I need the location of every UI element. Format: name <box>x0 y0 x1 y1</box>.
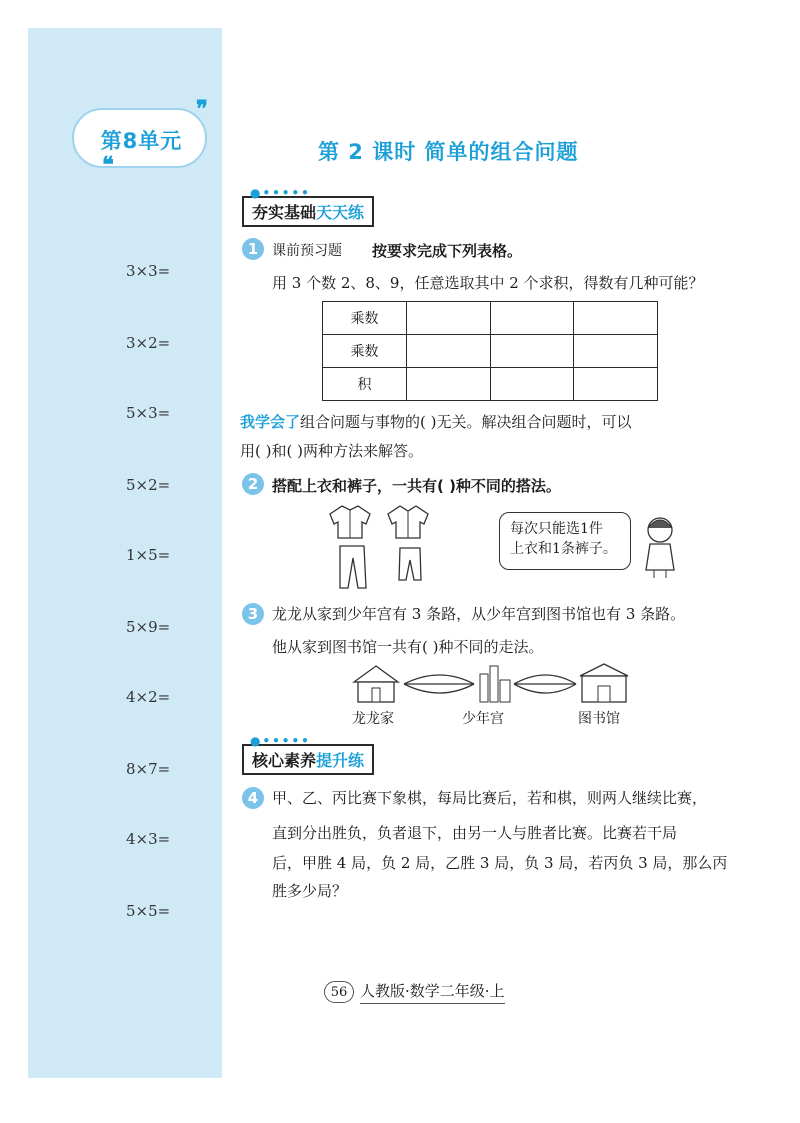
girl-icon <box>636 510 686 580</box>
place-label: 龙龙家 <box>352 711 394 727</box>
quote-mark-icon: ❞ <box>196 96 208 122</box>
route-illustration <box>350 660 640 706</box>
table-row <box>323 335 658 368</box>
table-cell[interactable] <box>490 335 574 368</box>
dots-icon: ●••••• <box>250 185 311 200</box>
calc-item: 5×9= <box>126 618 171 636</box>
question-number: 1 <box>242 238 264 260</box>
table-row <box>323 368 658 401</box>
table-header-cell: 积 <box>323 368 407 401</box>
table-cell[interactable] <box>574 335 658 368</box>
section-tag-box <box>242 733 374 775</box>
table-row <box>323 302 658 335</box>
bubble-line-2: 上衣和1条裤子。 <box>510 541 617 557</box>
table-cell[interactable] <box>407 335 491 368</box>
calc-item: 3×2= <box>126 334 171 352</box>
calc-item: 5×5= <box>126 902 171 920</box>
section-tag-basic <box>242 185 374 226</box>
section-tag-box <box>242 185 374 227</box>
youth-palace-icon <box>480 666 510 702</box>
place-label: 图书馆 <box>578 711 620 727</box>
calc-item: 4×3= <box>126 830 171 848</box>
calc-item: 8×7= <box>126 760 171 778</box>
q3-line-1: 龙龙从家到少年宫有 3 条路，从少年宫到图书馆也有 3 条路。 <box>272 605 686 623</box>
table-header-cell: 乘数 <box>323 335 407 368</box>
section-tag-label-accent: 天天练 <box>316 202 365 222</box>
learned-text-2: 用( )和( )两种方法来解答。 <box>240 442 423 460</box>
unit-badge <box>72 108 207 168</box>
sidebar <box>28 28 222 1078</box>
q2-text: 搭配上衣和裤子，一共有( )种不同的搭法。 <box>272 477 561 495</box>
q4-line-3: 后，甲胜 4 局，负 2 局，乙胜 3 局，负 3 局，若丙负 3 局，那么丙 <box>272 854 728 872</box>
bubble-line-1: 每次只能选1件 <box>510 521 603 537</box>
calc-item: 1×5= <box>126 546 171 564</box>
shirt-icon <box>388 506 428 538</box>
learned-label: 我学会了 <box>240 413 301 431</box>
shirt-icon <box>330 506 370 538</box>
place-label: 少年宫 <box>462 711 504 727</box>
answer-table <box>322 301 658 401</box>
section-tag-label: 夯实基础 <box>252 202 317 222</box>
table-cell[interactable] <box>407 368 491 401</box>
learned-text-1: 组合问题与事物的( )无关。解决组合问题时，可以 <box>300 413 632 431</box>
page-number: 56 <box>324 981 354 1003</box>
learned-line-1 <box>240 411 632 432</box>
library-icon <box>580 664 628 702</box>
lesson-title: 第 2 课时 简单的组合问题 <box>318 140 579 164</box>
page-footer <box>324 980 505 1004</box>
q1-prefix: 课前预习题 <box>272 243 342 259</box>
table-cell[interactable] <box>574 302 658 335</box>
quote-mark-icon: ❝ <box>102 152 114 178</box>
dots-icon: ●••••• <box>250 733 311 748</box>
table-cell[interactable] <box>490 368 574 401</box>
calc-item: 4×2= <box>126 688 171 706</box>
clothes-illustration <box>320 502 430 592</box>
table-cell[interactable] <box>574 368 658 401</box>
q4-line-4: 胜多少局？ <box>272 882 348 900</box>
calc-item: 3×3= <box>126 262 171 280</box>
speech-bubble <box>499 512 631 570</box>
section-tag-label-accent: 提升练 <box>316 750 365 770</box>
road-lines <box>404 675 474 693</box>
question-number: 4 <box>242 787 264 809</box>
q1-text: 用 3 个数 2、8、9，任意选取其中 2 个求积，得数有几种可能？ <box>272 274 704 292</box>
trousers-icon <box>340 546 366 588</box>
trousers-icon <box>399 548 421 580</box>
book-title: 人教版·数学二年级·上 <box>360 980 505 1004</box>
question-number: 2 <box>242 473 264 495</box>
q4-line-2: 直到分出胜负，负者退下，由另一人与胜者比赛。比赛若干局 <box>272 824 678 842</box>
question-number: 3 <box>242 603 264 625</box>
section-tag-label: 核心素养 <box>252 750 317 770</box>
road-lines <box>514 675 576 693</box>
unit-label: 第8单元 <box>100 129 183 153</box>
table-header-cell: 乘数 <box>323 302 407 335</box>
q3-line-2: 他从家到图书馆一共有( )种不同的走法。 <box>272 638 544 656</box>
house-icon <box>354 666 398 702</box>
table-cell[interactable] <box>407 302 491 335</box>
q4-line-1: 甲、乙、丙比赛下象棋，每局比赛后，若和棋，则两人继续比赛， <box>272 789 708 807</box>
section-tag-core <box>242 733 374 774</box>
calc-item: 5×3= <box>126 404 171 422</box>
table-cell[interactable] <box>490 302 574 335</box>
q1-instruction: 按要求完成下列表格。 <box>372 242 523 260</box>
calc-item: 5×2= <box>126 476 171 494</box>
